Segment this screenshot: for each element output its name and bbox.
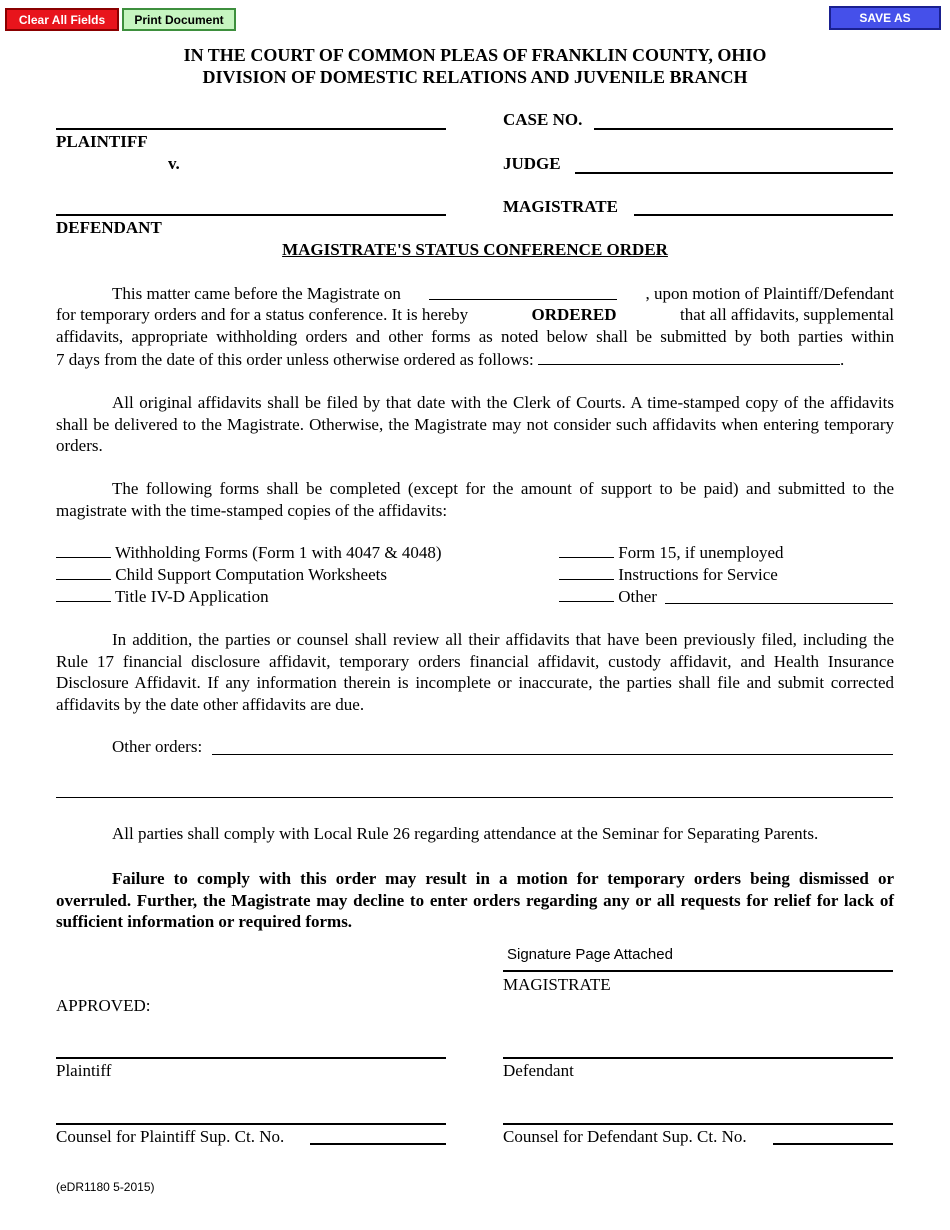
title-iv-d-checkbox-field[interactable] bbox=[56, 586, 111, 602]
review-affidavits-paragraph: In addition, the parties or counsel shall review all their affidavits that have been previously filed, including the Rule 17 financial disclosure affidavit, temporary orders financial affidavit, custody affidavit, and Health Insurance Disclosure Affidavit. If any information therein is incomplete or inaccurate, the parties shall file and submit corrected affidavits by the date other affidavits are due. bbox=[56, 630, 894, 714]
defendant-name-field[interactable] bbox=[56, 214, 446, 216]
judge-label: JUDGE bbox=[503, 154, 561, 173]
signature-attached-note: Signature Page Attached bbox=[507, 946, 673, 963]
case-no-field[interactable] bbox=[594, 128, 893, 130]
other-orders-field-line1[interactable] bbox=[212, 754, 893, 755]
para1-line1-a: This matter came before the Magistrate on bbox=[112, 284, 401, 303]
para1-line4-b: . bbox=[840, 350, 845, 369]
forms-intro-paragraph: The following forms shall be completed (except for the amount of support to be paid) and submitted to the magistrate with the time-stamped copies of the affidavits: bbox=[56, 479, 894, 520]
child-support-worksheets-checkbox-field[interactable] bbox=[56, 564, 111, 580]
counsel-plaintiff-label: Counsel for Plaintiff Sup. Ct. No. bbox=[56, 1127, 285, 1146]
para1-line3: affidavits, appropriate withholding orders and other forms as noted below shall be submitted by both parties within bbox=[56, 327, 894, 346]
clear-all-fields-button[interactable]: Clear All Fields bbox=[5, 8, 119, 31]
counsel-defendant-label: Counsel for Defendant Sup. Ct. No. bbox=[503, 1127, 747, 1146]
affidavit-filing-paragraph: All original affidavits shall be filed by that date with the Clerk of Courts. A time-stamped copy of the affidavits shall be delivered to the Magistrate. Otherwise, the Magistrate may not consider such affidavits when entering temporary orders. bbox=[56, 393, 894, 456]
para1-line2-a: for temporary orders and for a status conference. It is hereby bbox=[56, 305, 469, 324]
form-label: Child Support Computation Worksheets bbox=[115, 565, 387, 584]
magistrate-field[interactable] bbox=[634, 214, 893, 216]
withholding-forms-checkbox-field[interactable] bbox=[56, 542, 111, 558]
form-id: (eDR1180 5-2015) bbox=[56, 1180, 155, 1194]
instructions-service-checkbox-field[interactable] bbox=[559, 564, 614, 580]
save-as-button[interactable]: SAVE AS bbox=[829, 6, 941, 30]
court-division: DIVISION OF DOMESTIC RELATIONS AND JUVENILE BRANCH bbox=[202, 67, 748, 87]
order-title: MAGISTRATE'S STATUS CONFERENCE ORDER bbox=[282, 240, 668, 259]
plaintiff-name-field[interactable] bbox=[56, 128, 446, 130]
magistrate-signature-label: MAGISTRATE bbox=[503, 975, 611, 994]
versus-label: v. bbox=[168, 154, 180, 173]
plaintiff-signature-line[interactable] bbox=[56, 1057, 446, 1059]
form-item-child-support bbox=[56, 564, 387, 585]
defendant-signature-label: Defendant bbox=[503, 1061, 574, 1080]
print-document-button[interactable]: Print Document bbox=[122, 8, 236, 31]
hearing-date-field[interactable] bbox=[429, 284, 617, 300]
para1-line2-b: that all affidavits, supplemental bbox=[679, 305, 894, 324]
form-label: Title IV-D Application bbox=[114, 587, 269, 606]
form-item-instructions bbox=[559, 564, 778, 585]
counsel-plaintiff-signature-line[interactable] bbox=[56, 1123, 446, 1125]
approved-label: APPROVED: bbox=[56, 996, 151, 1015]
form-item-other bbox=[559, 586, 657, 607]
para1-line1 bbox=[112, 284, 894, 304]
plaintiff-signature-label: Plaintiff bbox=[56, 1061, 112, 1080]
form15-checkbox-field[interactable] bbox=[559, 542, 614, 558]
defendant-signature-line[interactable] bbox=[503, 1057, 893, 1059]
para1-line4 bbox=[56, 349, 894, 370]
counsel-defendant-signature-line[interactable] bbox=[503, 1123, 893, 1125]
other-orders-label: Other orders: bbox=[112, 737, 203, 756]
magistrate-signature-line[interactable] bbox=[503, 970, 893, 972]
form-item-withholding bbox=[56, 542, 442, 563]
failure-warning-paragraph: Failure to comply with this order may result in a motion for temporary orders being dismissed or overruled. Further, the Magistrate may decline to enter orders regarding any or all requests for relief for lack of sufficient information or required forms. bbox=[56, 869, 894, 932]
para1-line4-a: 7 days from the date of this order unless otherwise ordered as follows: bbox=[56, 350, 534, 369]
due-date-field[interactable] bbox=[538, 349, 840, 365]
para1-line1-b: , upon motion of Plaintiff/Defendant bbox=[645, 284, 894, 303]
counsel-defendant-sup-ct-no-field[interactable] bbox=[773, 1143, 893, 1145]
para1-line2 bbox=[56, 305, 894, 325]
defendant-label: DEFENDANT bbox=[56, 218, 162, 237]
form-label: Other bbox=[618, 587, 657, 606]
case-no-label: CASE NO. bbox=[503, 110, 583, 129]
other-orders-field-line2[interactable] bbox=[56, 797, 893, 798]
form-item-form15 bbox=[559, 542, 784, 563]
seminar-paragraph: All parties shall comply with Local Rule 26 regarding attendance at the Seminar for Separating Parents. bbox=[112, 824, 819, 843]
counsel-plaintiff-sup-ct-no-field[interactable] bbox=[310, 1143, 446, 1145]
other-form-field[interactable] bbox=[665, 603, 893, 604]
form-label: Form 15, if unemployed bbox=[618, 543, 784, 562]
other-checkbox-field[interactable] bbox=[559, 586, 614, 602]
form-label: Withholding Forms (Form 1 with 4047 & 4048) bbox=[114, 543, 442, 562]
judge-field[interactable] bbox=[575, 172, 893, 174]
ordered-word: ORDERED bbox=[531, 305, 617, 324]
form-label: Instructions for Service bbox=[618, 565, 778, 584]
magistrate-label: MAGISTRATE bbox=[503, 197, 618, 216]
plaintiff-label: PLAINTIFF bbox=[56, 132, 148, 151]
court-name: IN THE COURT OF COMMON PLEAS OF FRANKLIN COUNTY, OHIO bbox=[183, 45, 767, 65]
form-item-title-iv-d bbox=[56, 586, 269, 607]
